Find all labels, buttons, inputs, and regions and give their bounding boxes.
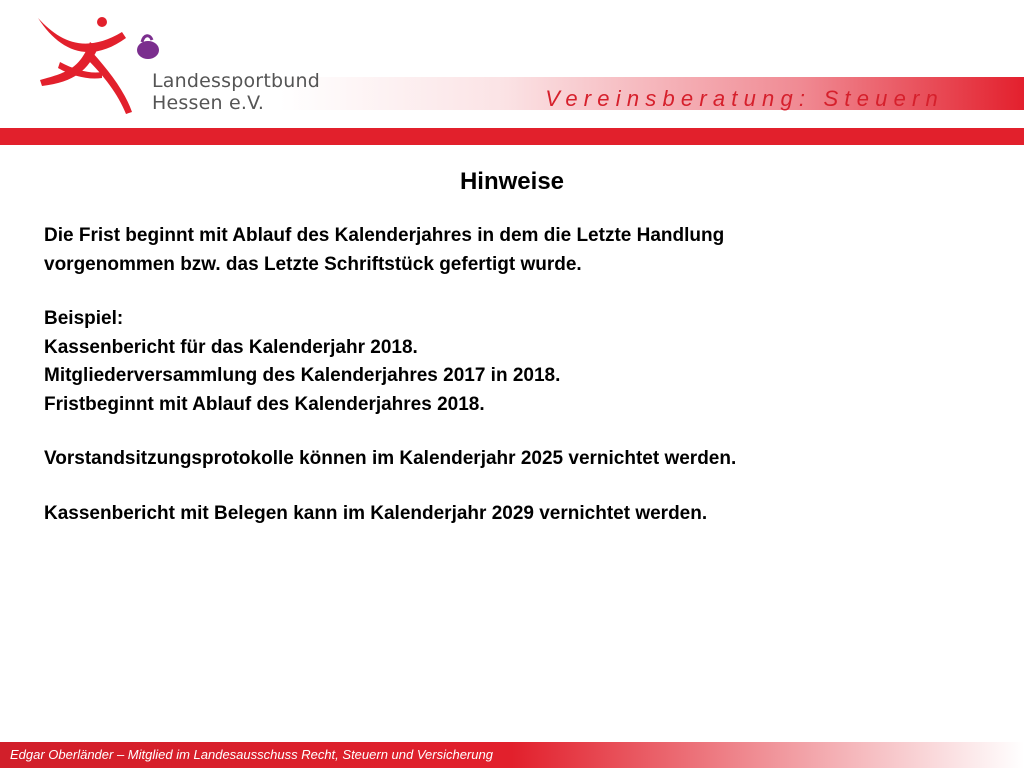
footer-bar (0, 742, 1024, 768)
example-line-3: Fristbeginnt mit Ablauf des Kalenderjahres 2018. (44, 393, 485, 415)
example-line-1: Kassenbericht für das Kalenderjahr 2018. (44, 336, 418, 358)
lsb-hessen-logo-icon (30, 12, 170, 122)
org-name-line1: Landessportbund (152, 70, 320, 92)
paragraph-1-line-2: vorgenommen bzw. das Letzte Schriftstück gefertigt wurde. (44, 253, 582, 275)
paragraph-1-line-1: Die Frist beginnt mit Ablauf des Kalenderjahres in dem die Letzte Handlung (44, 225, 725, 246)
header-title: Vereinsberatung: Steuern (545, 86, 944, 111)
footer-text: Edgar Oberländer – Mitglied im Landesausschuss Recht, Steuern und Versicherung (10, 747, 493, 762)
example-heading: Beispiel: (44, 308, 124, 329)
organization-name (152, 70, 320, 114)
page-title: Hinweise (459, 168, 565, 195)
header-red-bar (0, 128, 1024, 145)
paragraph-3: Vorstandsitzungsprotokolle können im Kalenderjahr 2025 vernichtet werden. (44, 448, 737, 469)
example-line-2: Mitgliederversammlung des Kalenderjahres 2017 in 2018. (44, 365, 561, 386)
paragraph-4: Kassenbericht mit Belegen kann im Kalenderjahr 2029 vernichtet werden. (44, 502, 708, 524)
org-name-line2: Hessen e.V. (152, 92, 265, 114)
body-content (44, 222, 984, 528)
